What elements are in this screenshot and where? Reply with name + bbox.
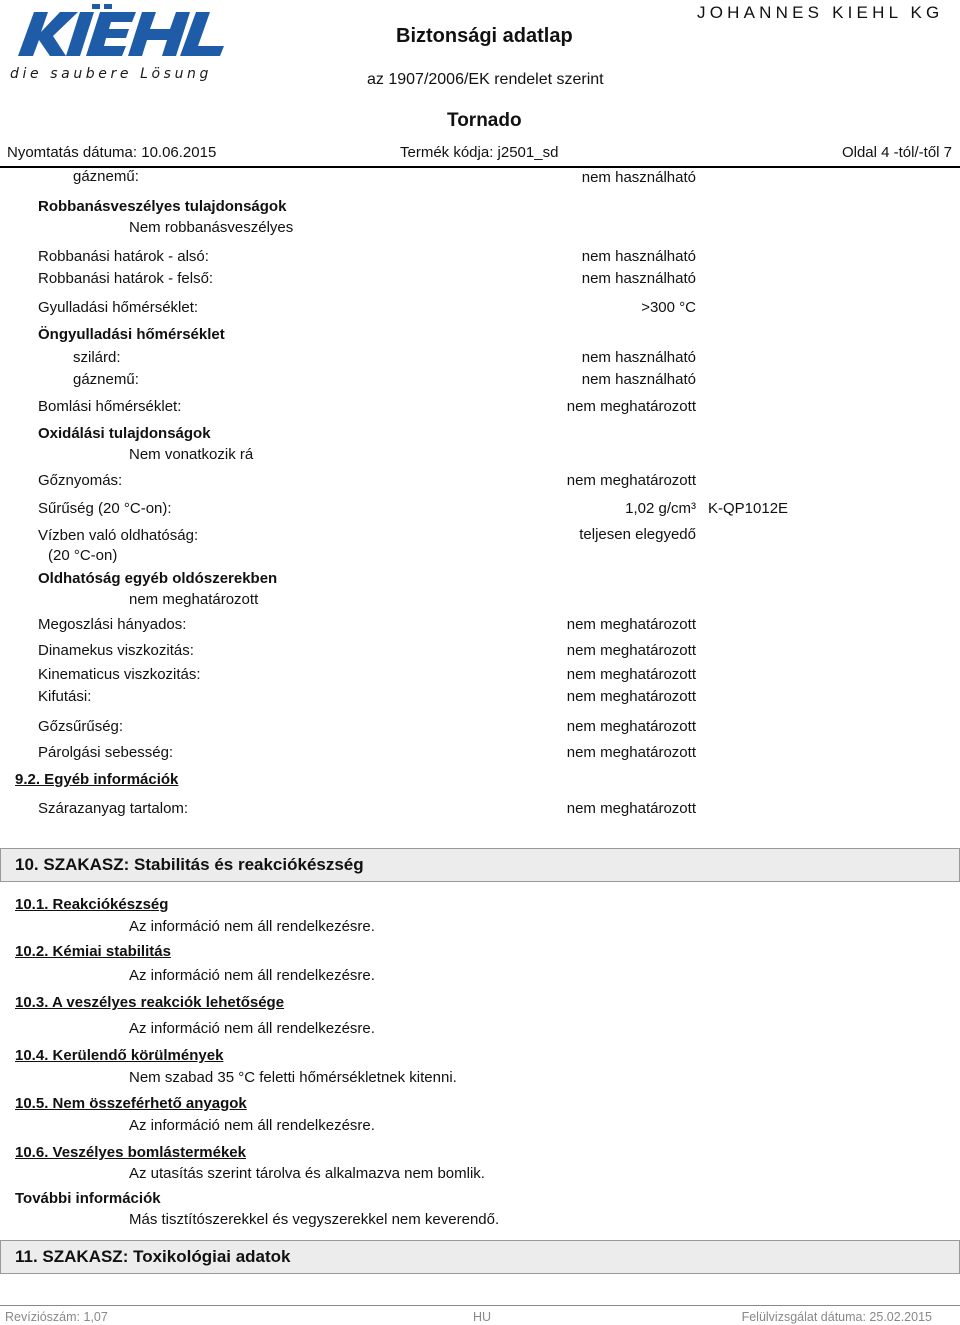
- evaporation-label: Párolgási sebesség:: [38, 744, 174, 761]
- company-name: JOHANNES KIEHL KG: [697, 3, 944, 22]
- explosive-heading: Robbanásveszélyes tulajdonságok: [38, 198, 287, 215]
- gaseous-label: gáznemű:: [73, 371, 139, 388]
- hazardous-reactions-heading: 10.3. A veszélyes reakciók lehetősége: [15, 994, 285, 1011]
- gaseous-value: nem használható: [581, 371, 696, 388]
- explosive-text: Nem robbanásveszélyes: [129, 219, 294, 236]
- solubility-value: teljesen elegyedő: [579, 526, 696, 543]
- further-info-text: Más tisztítószerekkel és vegyszerekkel nem keverendő.: [129, 1211, 500, 1228]
- document-title: Biztonsági adatlap: [396, 25, 573, 47]
- partition-label: Megoszlási hányados:: [38, 616, 187, 633]
- print-date: Nyomtatás dátuma: 10.06.2015: [7, 144, 217, 161]
- flash-point-label: Gyulladási hőmérséklet:: [38, 299, 199, 316]
- review-date: Felülvizsgálat dátuma: 25.02.2015: [741, 1310, 932, 1324]
- dynamic-viscosity-label: Dinamekus viszkozitás:: [38, 642, 194, 659]
- flow-time-label: Kifutási:: [38, 688, 92, 705]
- oxidizing-text: Nem vonatkozik rá: [129, 446, 254, 463]
- conditions-avoid-text: Nem szabad 35 °C feletti hőmérsékletnek kitenni.: [129, 1069, 457, 1086]
- revision-number: Revíziószám: 1,07: [5, 1310, 108, 1324]
- dynamic-viscosity-value: nem meghatározott: [566, 642, 696, 659]
- kiehl-logo: [8, 4, 230, 84]
- hazardous-reactions-text: Az információ nem áll rendelkezésre.: [129, 1020, 375, 1037]
- upper-limit-value: nem használható: [581, 270, 696, 287]
- decomposition-products-text: Az utasítás szerint tárolva és alkalmazva nem bomlik.: [129, 1165, 485, 1182]
- incompatible-materials-heading: 10.5. Nem összeférhető anyagok: [15, 1095, 247, 1112]
- product-code: Termék kódja: j2501_sd: [400, 144, 559, 161]
- stability-text: Az információ nem áll rendelkezésre.: [129, 967, 375, 984]
- section-11-header: [0, 1240, 960, 1274]
- vapour-density-label: Gőzsűrűség:: [38, 718, 124, 735]
- partition-value: nem meghatározott: [566, 616, 696, 633]
- lower-limit-label: Robbanási határok - alsó:: [38, 248, 209, 265]
- decomposition-label: Bomlási hőmérséklet:: [38, 398, 182, 415]
- solids-label: Szárazanyag tartalom:: [38, 800, 189, 817]
- upper-limit-label: Robbanási határok - felső:: [38, 270, 214, 287]
- product-name: Tornado: [447, 110, 522, 131]
- density-reference: K-QP1012E: [708, 500, 789, 517]
- reactivity-text: Az információ nem áll rendelkezésre.: [129, 918, 375, 935]
- other-solvents-text: nem meghatározott: [129, 591, 259, 608]
- further-info-heading: További információk: [15, 1190, 161, 1207]
- density-label: Sűrűség (20 °C-on):: [38, 500, 172, 517]
- footer-rule: [0, 1305, 960, 1306]
- decomposition-products-heading: 10.6. Veszélyes bomlástermékek: [15, 1144, 246, 1161]
- solubility-label: Vízben való oldhatóság:: [38, 527, 199, 544]
- language-code: HU: [473, 1310, 492, 1324]
- gaseous-top-label: gáznemű:: [73, 168, 139, 185]
- regulation-reference: az 1907/2006/EK rendelet szerint: [367, 71, 604, 88]
- lower-limit-value: nem használható: [581, 248, 696, 265]
- oxidizing-heading: Oxidálási tulajdonságok: [38, 425, 211, 442]
- other-info-heading: 9.2. Egyéb információk: [15, 771, 179, 788]
- kinematic-viscosity-label: Kinematicus viszkozitás:: [38, 666, 201, 683]
- solid-value: nem használható: [581, 349, 696, 366]
- vapour-pressure-value: nem meghatározott: [566, 472, 696, 489]
- decomposition-value: nem meghatározott: [566, 398, 696, 415]
- reactivity-heading: 10.1. Reakciókészség: [15, 896, 169, 913]
- page-number: Oldal 4 -tól/-től 7: [841, 144, 952, 161]
- section-10-header: [0, 848, 960, 882]
- section-11-title: 11. SZAKASZ: Toxikológiai adatok: [15, 1247, 291, 1266]
- header-rule: [0, 166, 960, 168]
- section-10-title: 10. SZAKASZ: Stabilitás és reakciókészség: [15, 855, 364, 874]
- solids-value: nem meghatározott: [566, 800, 696, 817]
- kinematic-viscosity-value: nem meghatározott: [566, 666, 696, 683]
- incompatible-materials-text: Az információ nem áll rendelkezésre.: [129, 1117, 375, 1134]
- gaseous-top-value: nem használható: [581, 169, 696, 186]
- flash-point-value: >300 °C: [641, 299, 696, 316]
- vapour-pressure-label: Gőznyomás:: [38, 472, 123, 489]
- solid-label: szilárd:: [73, 349, 121, 366]
- brand-tagline: die saubere Lösung: [10, 66, 212, 82]
- autoignition-heading: Öngyulladási hőmérséklet: [38, 326, 225, 343]
- evaporation-value: nem meghatározott: [566, 744, 696, 761]
- flow-time-value: nem meghatározott: [566, 688, 696, 705]
- stability-heading: 10.2. Kémiai stabilitás: [15, 943, 171, 960]
- solubility-temperature: (20 °C-on): [48, 547, 118, 564]
- vapour-density-value: nem meghatározott: [566, 718, 696, 735]
- density-value: 1,02 g/cm³: [625, 500, 696, 517]
- other-solvents-heading: Oldhatóság egyéb oldószerekben: [38, 570, 278, 587]
- conditions-avoid-heading: 10.4. Kerülendő körülmények: [15, 1047, 224, 1064]
